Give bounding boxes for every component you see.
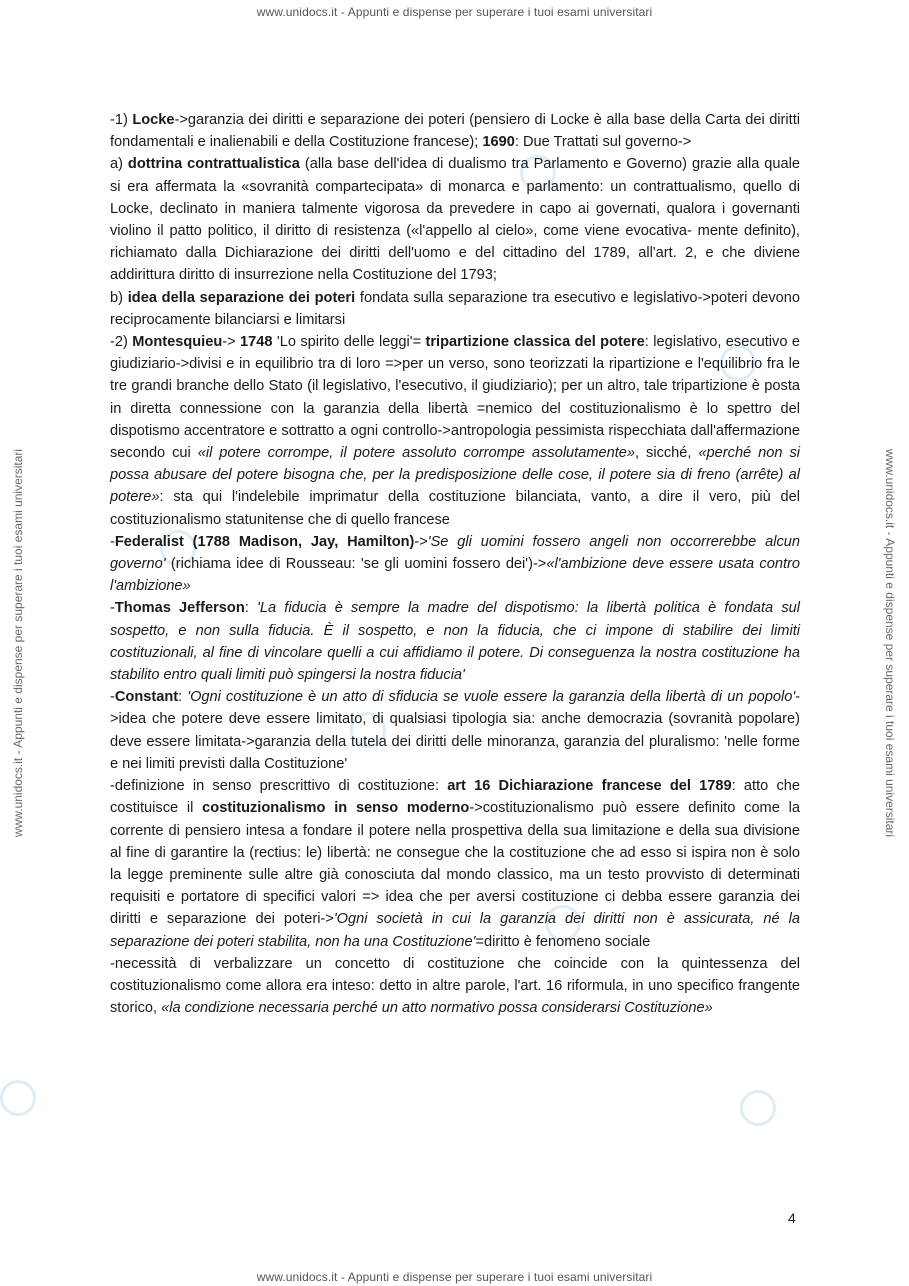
text-run: (alla base dell'idea di dualismo tra Parlamento e Governo) grazie alla quale si era affermata la «sovranità compartecipata» di monarca e parlamento: un contrattualismo, quello di Locke, declinato in maniera talmente vigorosa da prevedere in capo ai governati, qualora i governanti violino il patto politico, il diritto di resistenza («l'appello al cielo», come viene evocativa- mente definito), richiamato dalla Dichiarazione dei diritti dell'uomo e del cittadino del 1789, all'art. 2, e che diviene addirittura diritto di insurrezione nella Costituzione del 1793;: [110, 156, 801, 284]
bold-text: idea della separazione dei poteri: [127, 289, 356, 306]
watermark-left: www.unidocs.it - Appunti e dispense per superare i tuoi esami universitari: [11, 448, 25, 838]
italic-text: «la condizione necessaria perché un atto normativo possa considerarsi Costituzione»: [161, 1000, 713, 1017]
italic-text: «l'ambizione deve essere usata contro l'ambizione»: [110, 556, 800, 595]
text-run: 'Lo spirito delle leggi'=: [272, 334, 426, 351]
bold-text: Locke: [132, 112, 175, 128]
italic-text: 'Se gli uomini fossero angeli non occorrerebbe alcun governo': [110, 533, 800, 573]
paragraph: [110, 531, 800, 598]
paragraph: [110, 775, 800, 953]
italic-text: 'Ogni società in cui la garanzia dei diritti non è assicurata, né la separazione dei poteri stabilita, non ha una Costituzione': [110, 911, 800, 950]
italic-text: «il potere corrompe, il potere assoluto corrompe assolutamente»: [197, 445, 636, 462]
text-run: : atto che costituisce il: [110, 778, 800, 817]
document-body: [110, 109, 800, 1019]
text-run: -2): [110, 334, 133, 351]
text-run: -: [110, 600, 115, 617]
watermark-right: www.unidocs.it - Appunti e dispense per superare i tuoi esami universitari: [883, 448, 897, 838]
paragraph: [110, 109, 800, 153]
bold-text: 1748: [240, 334, 273, 351]
text-run: b): [110, 289, 128, 306]
paragraph: [110, 597, 800, 686]
text-run: -1): [110, 112, 133, 128]
bold-text: art 16 Dichiarazione francese del 1789: [447, 778, 732, 795]
text-run: ->: [414, 533, 428, 550]
text-run: =diritto è fenomeno sociale: [475, 933, 651, 950]
watermark-header: www.unidocs.it - Appunti e dispense per superare i tuoi esami universitari: [256, 5, 653, 19]
text-run: : sta qui l'indelebile imprimatur della costituzione bilanciata, vanto, a dire il vero, più del costituzionalismo statunitense che di quello francese: [110, 489, 800, 528]
text-run: -: [110, 533, 115, 550]
bold-text: Thomas Jefferson: [114, 600, 245, 617]
italic-text: 'La fiducia è sempre la madre del dispotismo: la libertà politica è fondata sul sospetto, e non sulla fiducia. È il sospetto, e non la fiducia, che ci impone di stabilire dei limiti costituzionali, al fine di vincolare quelli a cui affidiamo il potere. Di conseguenza la nostra costituzione ha stabilito entro quali limiti può spingersi la nostra fiducia': [110, 600, 801, 684]
watermark-logo-icon: [740, 1090, 776, 1126]
bold-text: Montesquieu: [132, 334, 223, 351]
bold-text: Constant: [114, 689, 179, 706]
text-run: a): [110, 156, 128, 173]
text-run: ->costituzionalismo può essere definito come la corrente di pensiero intesa a fondare il potere nella prospettiva della sua limitazione e della sua divisione al fine di garantire la (rectius: le) libertà: ne consegue che la costituzione che ad esso si ispira non è solo la legge preminente sulle altre già conosciuta dal mondo classico, ma un testo provvisto di determinati requisiti e portatore di specifici valori => idea che per aversi costituzione ci debba essere garanzia dei diritti e separazione dei poteri->: [110, 800, 800, 928]
bold-text: Federalist (1788 Madison, Jay, Hamilton): [114, 533, 415, 550]
text-run: :: [178, 689, 188, 706]
paragraph: [110, 953, 800, 1020]
text-run: -necessità di verbalizzare un concetto di costituzione che coincide con la quintessenza del costituzionalismo come allora era inteso: detto in altre parole, l'art. 16 riformula, in uno specifico frangente storico,: [110, 955, 800, 1017]
bold-text: tripartizione classica del potere: [425, 334, 645, 351]
italic-text: 'Ogni costituzione è un atto di sfiducia se vuole essere la garanzia della libertà di un popolo': [187, 689, 796, 706]
watermark-footer: www.unidocs.it - Appunti e dispense per superare i tuoi esami universitari: [256, 1270, 653, 1284]
page-number: 4: [788, 1210, 796, 1226]
italic-text: «perché non si possa abusare del potere bisogna che, per la predisposizione delle cose, il potere sia di freno (arrête) al potere»: [110, 445, 800, 506]
bold-text: dottrina contrattualistica: [127, 156, 300, 173]
text-run: :: [244, 600, 258, 617]
text-run: , sicché,: [635, 445, 699, 462]
text-run: : legislativo, esecutivo e giudiziario->divisi e in equilibrio tra di loro =>per un verso, sono teorizzati la ripartizione e l'equilibrio fra le tre grandi branche dello Stato (il legislativo, l'esecutivo, il giudiziario); per un altro, tale tripartizione è posta in diretta connessione con la garanzia della libertà =nemico del costituzionalismo è lo spettro del dispotismo accentratore e sottratto a ogni controllo->antropologia pessimista rispecchiata dall'affermazione secondo cui: [110, 334, 800, 462]
text-run: -: [110, 689, 115, 706]
paragraph: [110, 331, 800, 531]
paragraph: [110, 686, 800, 775]
text-run: -definizione in senso prescrittivo di costituzione:: [110, 778, 448, 795]
text-run: ->idea che potere deve essere limitato, di qualsiasi tipologia sia: anche democrazia (sovranità popolare) deve essere limitata->garanzia della tutela dei diritti delle minoranza, garanzia del pluralismo: 'nelle forme e nei limiti previsti dalla Costituzione': [110, 689, 801, 772]
text-run: fondata sulla separazione tra esecutivo e legislativo->poteri devono reciprocamente bilanciarsi e limitarsi: [110, 289, 800, 328]
text-run: ->: [222, 334, 241, 351]
watermark-logo-icon: [0, 1080, 36, 1116]
bold-text: costituzionalismo in senso moderno: [202, 800, 470, 817]
paragraph: [110, 153, 800, 286]
text-run: : Due Trattati sul governo->: [514, 134, 692, 151]
bold-text: 1690: [482, 134, 515, 151]
text-run: ->garanzia dei diritti e separazione dei poteri (pensiero di Locke è alla base della Carta dei diritti fondamentali e inalienabili e della Costituzione francese);: [110, 112, 801, 151]
text-run: (richiama idee di Rousseau: 'se gli uomini fossero dei')->: [165, 556, 547, 573]
paragraph: [110, 287, 800, 331]
